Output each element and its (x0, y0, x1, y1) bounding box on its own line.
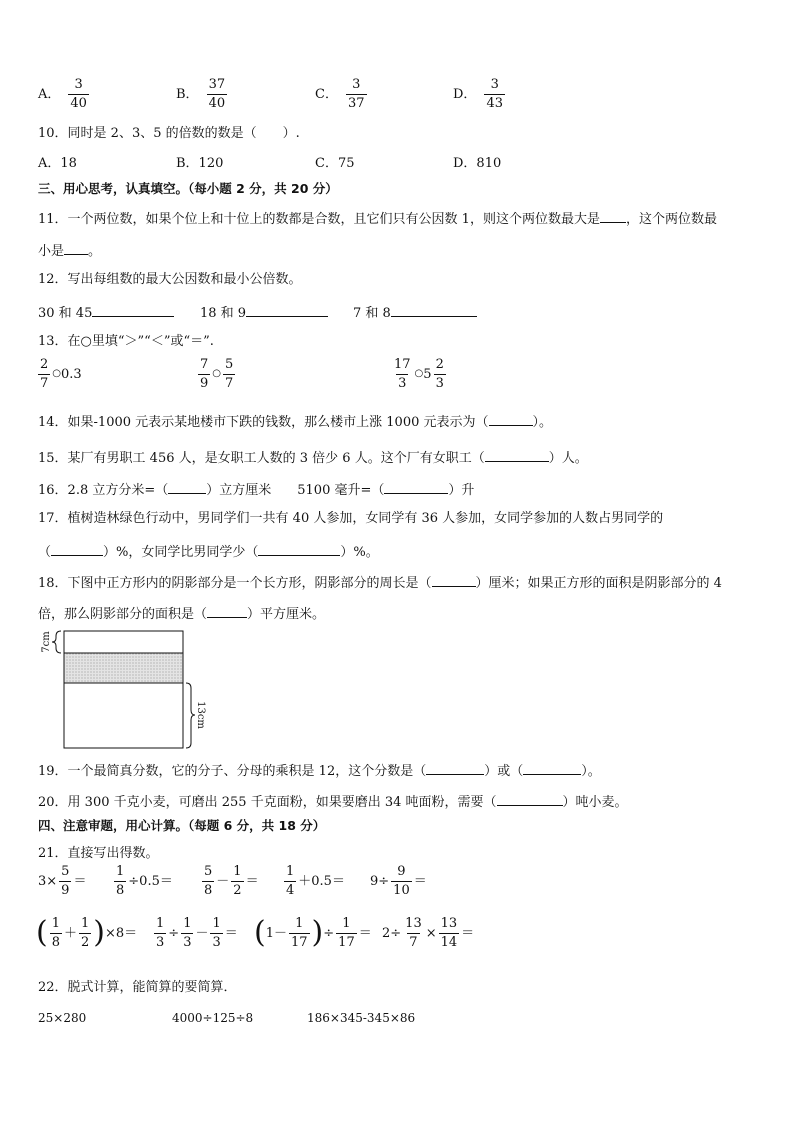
fraction: $\frac{7}{9}$ (200, 357, 209, 391)
answer-blank[interactable] (207, 605, 247, 618)
q21-expr-8: ( 1－ $\frac{1}{17}$ ) ÷ $\frac{1}{17}$ ＝ (254, 915, 372, 951)
fraction: $\frac{1}{3}$ (212, 916, 221, 950)
q21-stem: 21．直接写出得数。 (38, 846, 159, 861)
compare-circle[interactable]: ○ (212, 368, 222, 380)
q18-line-2: 倍，那么阴影部分的面积是（ ）平方厘米。 (38, 607, 326, 622)
q10-option-d: D．810 (453, 156, 502, 171)
shaded-rectangle (64, 653, 183, 683)
q14: 14．如果-1000 元表示某地楼市下跌的钱数，那么楼市上涨 1000 元表示为（ ）。 (38, 415, 553, 430)
q13-compare-3: $\frac{17}{3}$ ○ 5 $\frac{2}{3}$ (394, 357, 444, 391)
q12-pair-3: 7 和 8 (353, 304, 477, 320)
q10-option-c: C．75 (315, 156, 355, 171)
q16: 16．2.8 立方分米=（ ）立方厘米 5100 毫升=（ ）升 (38, 483, 475, 498)
label-13cm: 13cm (195, 701, 206, 729)
q13-compare-1: $\frac{2}{7}$ ○ 0.3 (40, 357, 82, 391)
q21-expr-2: $\frac{1}{8}$ ÷0.5＝ (116, 864, 173, 898)
square-shaded-figure (30, 626, 220, 756)
q21-expr-4: $\frac{1}{4}$ ＋0.5＝ (286, 864, 345, 898)
q22-item-3: 186×345-345×86 (307, 1011, 416, 1025)
fraction: $\frac{3}{37}$ (347, 77, 365, 111)
fraction: $\frac{13}{7}$ (405, 916, 422, 950)
answer-blank[interactable] (497, 793, 563, 806)
fraction: $\frac{1}{2}$ (81, 916, 90, 950)
fraction: $\frac{17}{3}$ (394, 357, 411, 391)
answer-blank[interactable] (258, 543, 340, 556)
label-7cm: 7cm (41, 631, 52, 653)
answer-blank[interactable] (489, 413, 533, 426)
q21-expr-9: 2÷ $\frac{13}{7}$ × $\frac{13}{14}$ ＝ (382, 916, 475, 950)
q18-line-1: 18．下图中正方形内的阴影部分是一个长方形，阴影部分的周长是（ ）厘米；如果正方形的面积是阴影部分的 4 (38, 576, 722, 591)
compare-circle[interactable]: ○ (414, 368, 424, 380)
q20: 20．用 300 千克小麦，可磨出 255 千克面粉，如果要磨出 34 吨面粉，需要（ ）吨小麦。 (38, 795, 628, 810)
q12-stem: 12．写出每组数的最大公因数和最小公倍数。 (38, 272, 302, 287)
q17-line-2: （ ）%，女同学比男同学少（ ）%。 (38, 545, 379, 560)
answer-blank[interactable] (523, 762, 581, 775)
q21-expr-1: 3× $\frac{5}{9}$ ＝ (38, 864, 87, 898)
answer-blank[interactable] (485, 449, 549, 462)
q9-option-b: B． $\frac{37}{40}$ (176, 77, 226, 111)
q10-option-b: B．120 (176, 156, 224, 171)
q9-option-c: C． $\frac{3}{37}$ (315, 77, 365, 111)
fraction: $\frac{3}{40}$ (70, 77, 87, 111)
q11-line-2: 小是 。 (38, 244, 102, 259)
fraction: $\frac{5}{8}$ (204, 864, 213, 898)
q22-item-2: 4000÷125÷8 (172, 1011, 254, 1025)
answer-blank[interactable] (246, 304, 328, 317)
fraction: $\frac{5}{7}$ (225, 357, 234, 391)
q21-expr-7: $\frac{1}{3}$ ÷ $\frac{1}{3}$ － $\frac{1}{3}$ ＝ (156, 916, 238, 950)
fraction: $\frac{1}{8}$ (116, 864, 125, 898)
compare-circle[interactable]: ○ (52, 368, 62, 380)
fraction: $\frac{9}{10}$ (393, 864, 410, 898)
fraction: $\frac{1}{17}$ (291, 916, 308, 950)
fraction: $\frac{5}{9}$ (61, 864, 70, 898)
q11-line-1: 11．一个两位数，如果个位上和十位上的数都是合数，且它们只有公因数 1，则这个两位数最大是 ，这个两位数最 (38, 212, 717, 227)
fraction: $\frac{2}{7}$ (40, 357, 49, 391)
q13-compare-2 (196, 358, 237, 390)
fraction: $\frac{1}{17}$ (338, 916, 355, 950)
fraction: $\frac{1}{3}$ (183, 916, 192, 950)
q12-pair-2: 18 和 9 (200, 304, 328, 320)
answer-blank[interactable] (64, 242, 88, 255)
fraction: $\frac{37}{40}$ (208, 77, 226, 111)
q21-expr-5: 9÷ $\frac{9}{10}$ ＝ (370, 864, 427, 898)
q13-stem: 13．在○里填“＞”“＜”或“＝”. (38, 334, 214, 349)
brace-left (52, 631, 61, 653)
answer-blank[interactable] (426, 762, 484, 775)
section-4-heading: 四、注意审题，用心计算。（每题 6 分，共 18 分） (38, 818, 326, 833)
answer-blank[interactable] (432, 574, 476, 587)
q21-expr-6: ( $\frac{1}{8}$ ＋ $\frac{1}{2}$ ) ×8＝ (36, 915, 138, 951)
answer-blank[interactable] (384, 481, 448, 494)
q12-pair-1: 30 和 45 (38, 304, 174, 320)
q17-line-1: 17．植树造林绿色行动中，男同学们一共有 40 人参加，女同学有 36 人参加，女同学参加的人数占男同学的 (38, 511, 664, 526)
answer-blank[interactable] (600, 210, 626, 223)
section-3-heading: 三、用心思考，认真填空。（每小题 2 分，共 20 分） (38, 181, 338, 196)
answer-blank[interactable] (391, 304, 477, 317)
q22-stem: 22．脱式计算，能简算的要简算． (38, 980, 237, 995)
fraction: $\frac{2}{3}$ (435, 357, 444, 391)
q10-option-a: A．18 (38, 156, 77, 171)
fraction: $\frac{13}{14}$ (440, 916, 458, 950)
q9-option-a: A． $\frac{3}{40}$ (38, 77, 87, 111)
answer-blank[interactable] (168, 481, 206, 494)
fraction: $\frac{1}{4}$ (286, 864, 295, 898)
fraction: $\frac{1}{2}$ (233, 864, 242, 898)
brace-right (186, 683, 195, 748)
square-outline (64, 631, 183, 748)
fraction: $\frac{1}{3}$ (156, 916, 165, 950)
q9-option-d: D． $\frac{3}{43}$ (453, 77, 503, 111)
fraction: $\frac{3}{43}$ (486, 77, 503, 111)
answer-blank[interactable] (51, 543, 103, 556)
q10-stem: 10．同时是 2、3、5 的倍数的数是（ ）. (38, 126, 300, 141)
answer-blank[interactable] (92, 304, 174, 317)
q22-item-1: 25×280 (38, 1011, 87, 1025)
fraction: $\frac{1}{8}$ (51, 916, 60, 950)
q21-expr-3: $\frac{5}{8}$ － $\frac{1}{2}$ ＝ (204, 864, 259, 898)
q19: 19．一个最简真分数，它的分子、分母的乘积是 12，这个分数是（ ）或（ ）。 (38, 764, 601, 779)
q15: 15．某厂有男职工 456 人，是女职工人数的 3 倍少 6 人。这个厂有女职工（ ）人。 (38, 451, 588, 466)
